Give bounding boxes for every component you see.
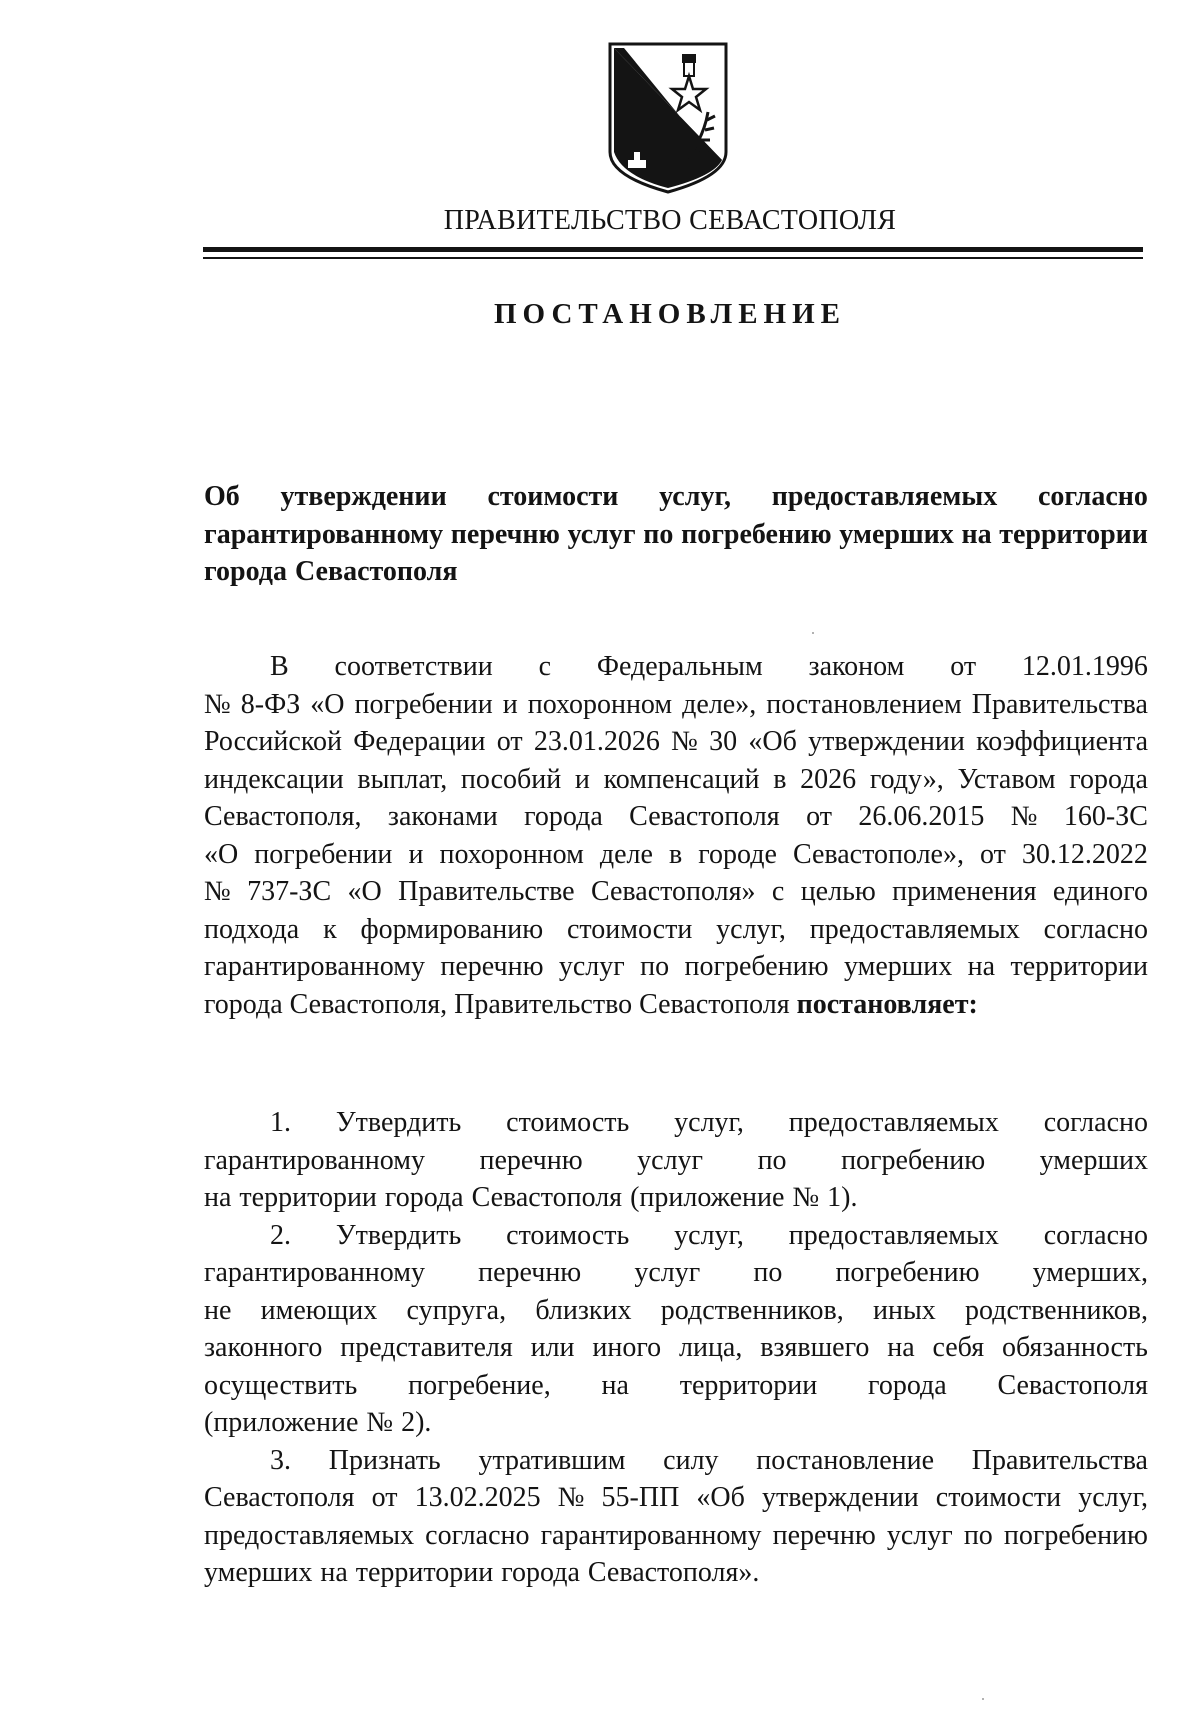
preamble-line: подхода к формированию стоимости услуг, предоставляемых согласно [204,913,1148,945]
preamble-line: В соответствии с Федеральным законом от 12.01.1996 [270,651,1148,682]
item-line: осуществить погребение, на территории города Севастополя [204,1369,1148,1401]
header-rule-thick [203,247,1143,252]
item-line: 3. Признать утратившим силу постановление Правительства [270,1444,1148,1476]
item-line: умерших на территории города Севастополя». [204,1557,760,1588]
item-line: на территории города Севастополя (приложение № 1). [204,1182,858,1213]
item-line: 1. Утвердить стоимость услуг, предоставляемых согласно [270,1107,1148,1138]
preamble-line: Севастополя, законами города Севастополя от 26.06.2015 № 160-ЗС [204,801,1148,832]
preamble-line: города Севастополя, Правительство Севастополя [204,988,790,1020]
preamble-final-line [204,986,1148,1024]
subject-line: Об утверждении стоимости услуг, предоставляемых согласно [204,481,1148,512]
resolution-items [204,1104,1148,1592]
item-line: гарантированному перечню услуг по погребению умерших, [204,1257,1148,1288]
scan-speck [982,1698,984,1700]
preamble-line: Российской Федерации от 23.01.2026 № 30 «Об утверждении коэффициента [204,726,1148,757]
preamble-line: «О погребении и похоронном деле в городе Севастополе», от 30.12.2022 [204,838,1148,870]
item-line: 2. Утвердить стоимость услуг, предоставляемых согласно [270,1219,1148,1251]
sevastopol-coat-of-arms-icon [604,40,732,195]
preamble-line: № 8-ФЗ «О погребении и похоронном деле», постановлением Правительства [204,688,1148,720]
subject-line: гарантированному перечню услуг по погребению умерших на территории [204,518,1148,550]
government-title: ПРАВИТЕЛЬСТВО СЕВАСТОПОЛЯ [443,205,897,236]
item-line: предоставляемых согласно гарантированному перечню услуг по погребению [204,1519,1148,1551]
decree-word: постановляет: [796,988,978,1020]
preamble-paragraph [204,648,1148,1023]
preamble-line: гарантированному перечню услуг по погребению умерших на территории [204,951,1148,982]
item-line: не имеющих супруга, близких родственников, иных родственников, [204,1294,1148,1326]
document-subject [204,478,1148,591]
scan-speck [812,632,814,634]
item-line: гарантированному перечню услуг по погребению умерших [204,1144,1148,1176]
subject-line: города Севастополя [204,556,458,587]
header-rule-thin [203,257,1143,259]
item-line: (приложение № 2). [204,1407,432,1438]
item-line: законного представителя или иного лица, взявшего на себя обязанность [204,1332,1148,1363]
preamble-line: № 737-ЗС «О Правительстве Севастополя» с целью применения единого [204,876,1148,907]
item-line: Севастополя от 13.02.2025 № 55-ПП «Об утверждении стоимости услуг, [204,1482,1148,1513]
preamble-line: индексации выплат, пособий и компенсаций в 2026 году», Уставом города [204,763,1148,795]
document-type-heading: ПОСТАНОВЛЕНИЕ [493,298,846,330]
